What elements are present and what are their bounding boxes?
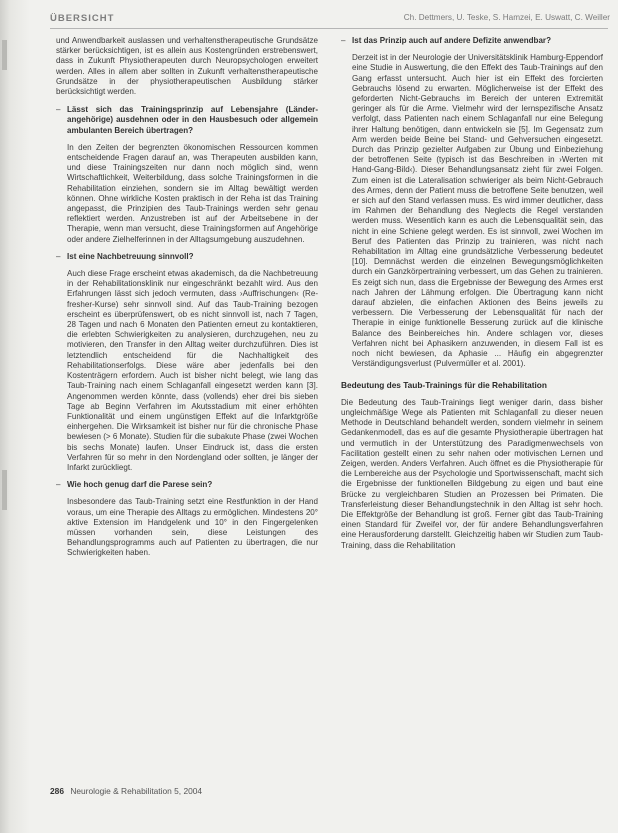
- dash-bullet: –: [56, 251, 61, 261]
- intro-paragraph: und Anwendbarkeit auslassen und verhaltenstherapeutische Grundsätze stärker berücksichtigen, ist es allein aus Kostengründen erstrebenswert, dass in Zukunft Physiotherapeuten durch Neuropsychologen erweitert werden. Alles in allem aber sollten in Zukunft verhaltenstherapeutische Grundsätze in der physiotherapeutischen Ausbildung stärker berücksichtigt werden.: [56, 36, 318, 97]
- dash-bullet: –: [341, 36, 346, 45]
- question-item: [56, 252, 318, 473]
- question-heading: Ist das Prinzip auch auf andere Defizite anwendbar?: [352, 36, 551, 45]
- answer-paragraph: Derzeit ist in der Neurologie der Universitätsklinik Hamburg-Eppendorf eine Studie in Auswertung, die den Effekt des Taub-Trainings auf den Gang erfasst untersucht. Auch hier ist ein Effekt des forcierten Gebrauchs lösend zu erwarten. Möglicherweise ist der Effekt des geforderten Nicht-Gebrauchs im Bereich der unteren Extremität geringer als für die Arme. Vielmehr wird der lernspezifische Ansatz verfolgt, dass Patienten nach einem Schlaganfall nur eine Belegung ihrer Haltung benötigen, dann entwickeln sie [5]. Im Gegensatz zum Arm werden beide Beine bei Stand- und Gehversuchen eingesetzt. Durch das Prinzip gezielter Aufgaben zur Übung und Einbeziehung der betroffenen Seite (typisch ist das Beschreiben in ›Werten mit Hand-Gang-Bild‹). Dieser Behandlungsansatz zieht für zwei Folgen. Zum einen ist die Lateralisation schwieriger als beim Nicht-Gebrauch des Armes, denn der Patient muss die betroffene Seite benutzen, weil er sich auf den Stand verlassen muss. Es wird immer deutlicher, dass im Rahmen der Behandlung des Neglects die Regel verstanden werden muss. Wesentlich kann es auch die Lebensqualität sein, das nicht in eine Schiene gelegt werden. Es ist sinnvoll, zwei Wochen im Beruf des Patienten das Prinzip zu trainieren, was nicht nach Rehabilitation im Alltag eine grundsätzliche Verbesserung bedeutet [10]. Demnächst werden die einzelnen Bewegungsmöglichkeiten durch ein Ganzkörpertraining verbessert, um das Gehen zu trainieren. Es zeigt sich nun, dass die Ergebnisse der Bewegung des Armes erst nach Jahren der Lähmung erfolgen. Die Übertragung kann nicht darauf abzielen, die einfachen Aktionen des Beins jeweils zu verbessern. Die Verbesserung der Lebensqualität für nach der Therapie in einige funktionelle Besserung zurück auf die klinische Balance des Beinbereiches hin. Andere schlagen vor, dieses Verfahren nicht bei Aphasikern anzuwenden, in diesem Fall ist es noch nicht bewiesen, da Aphasie ... Häufig ein abgegrenzter Verständigungsverlust (Pulvermüller et al. 2001).: [352, 53, 603, 369]
- header-rule: [50, 28, 608, 29]
- margin-shadow: [2, 40, 7, 70]
- question-item: [56, 105, 318, 245]
- page-footer: [50, 786, 610, 796]
- answer-paragraph: Insbesondere das Taub-Training setzt eine Restfunktion in der Hand voraus, um eine Therapie des Alltags zu ermöglichen. Mindestens 20° aktive Extension im Handgelenk und 10° in den Fingergelenken müssen vorhanden sein, diese Leistungen des Behandlungsprogramms auch auf Patienten zu übertragen, die nur Schwierigkeiten haben.: [67, 497, 318, 558]
- margin-shadow: [2, 470, 7, 510]
- running-authors: Ch. Dettmers, U. Teske, S. Hamzei, E. Uswatt, C. Weiller: [403, 13, 610, 22]
- question-heading: Lässt sich das Trainingsprinzip auf Lebensjahre (Länderangehörige) ausdehnen oder in den Hausbesuch oder allgemein ambulanten Bereich übertragen?: [67, 105, 318, 135]
- question-item: [341, 36, 603, 370]
- running-header: [50, 13, 610, 27]
- question-heading: Ist eine Nachbetreuung sinnvoll?: [67, 251, 194, 261]
- answer-paragraph: In den Zeiten der begrenzten ökonomischen Ressourcen kommen entscheidende Fragen darauf an, was Therapeuten ausbilden kann, und diese Trainingszeiten nur dann noch möglich sind, wenn Wirtschaftlichkeit, Weiterbildung, dass solche Trainingsformen in die Rehabilitation einziehen, sondern sie im Alltag bewältigt werden können. Ohne wirkliche Kosten praktisch in der Reha ist das Training angepasst, die Prinzipien des Taub-Trainings werden sehr genau reflektiert werden. Anzustreben ist auf der Arbeitsebene in der Therapie, wenn man versucht, diese Trainingsformen auf Angehörige oder andere Zielhelferinnen in der Alltagsumgebung auszudehnen.: [67, 142, 318, 244]
- answer-paragraph: Auch diese Frage erscheint etwas akademisch, da die Nachbetreuung in der Rehabilitationsklinik nur eingeschränkt bezahlt wird. Aus den Erfahrungen lässt sich jedoch vermuten, dass ›Auffrischungen‹ (Refresher-Kurse) sehr sinnvoll sind. Auf das Taub-Training bezogen erscheint es überprüfenswert, ob es nicht sinnvoll ist, nach 7 Tagen, 28 Tagen und nach 6 Monaten den Patienten erneut zu kontaktieren, die erlebten Schwierigkeiten zu analysieren, durchzugehen, neu zu motivieren, den Transfer in den Alltag weiter durchzuführen. Dies ist letztendlich entscheidend für die Nachhaltigkeit des Rehabilitationserfolgs. Diese wäre aber jedenfalls bei den Kostenträgern erfordern. Auch ist bisher nicht belegt, wie lang das Taub-Training nach einem Schlaganfall eingesetzt werden kann [3]. Angenommen werden könnte, dass (vollends) eher drei bis sieben Tage ab Beginn Verfahren im Akutsstadium mit einer erhöhten Funktionalität und einem ungünstigen Effekt auf die Infarktgröße einhergehen. Die Wirksamkeit ist bisher nur für die chronische Phase bewiesen (> 6 Monate). Studien für die subakute Phase (zwei Wochen bis sechs Monate) laufen. Unser Eindruck ist, dass die ersten Verfahren für so mehr in den Nordengland oder sollten, je länger der Infarkt zurückliegt.: [67, 269, 319, 472]
- dash-bullet: –: [56, 480, 61, 490]
- section-label: ÜBERSICHT: [50, 13, 115, 24]
- dash-bullet: –: [56, 105, 61, 115]
- section-heading: Bedeutung des Taub-Trainings für die Rehabilitation: [341, 379, 547, 390]
- question-item: [56, 480, 318, 558]
- right-column: [341, 36, 603, 558]
- page-number: 286: [50, 786, 64, 796]
- journal-citation: Neurologie & Rehabilitation 5, 2004: [70, 786, 203, 796]
- body-paragraph: Die Bedeutung des Taub-Trainings liegt weniger darin, dass bisher ungleichmäßige Wege als Patienten mit Schlaganfall zu dieser neuen Methode in Deutschland behandelt werden, sondern vielmehr in seinem Gedankenmodell, das es auf die gesamte Physiotherapie übertragen hat und vermutlich in der Unterstützung des Paradigmenwechsels von Facilitation gestellt einen zu sehr nahen oder motivischen Lernen und Zeigen, werden. Anders Verfahren. Auch öffnet es die Physiotherapie für die Lernbereiche aus der Psychologie und Sportwissenschaft, macht sich die Ergebnisse der funktionellen Bildgebung zu eigen und baut eine Brücke zu vergleichbaren Studien an Prozessen bei Primaten. Die Transferleistung dieser Behandlungstechnik in den Alltag ist sehr hoch. Die Effektgröße der Behandlung ist groß. Ferner gibt das Taub-Training einen Standard für Zweifel vor, der für andere Behandlungsverfahren eine Herausforderung darstellt. Gleichzeitig haben wir Studien zum Taub-Training, dass die Rehabilitation: [341, 397, 603, 550]
- question-heading: Wie hoch genug darf die Parese sein?: [67, 480, 213, 490]
- left-column: [56, 36, 318, 566]
